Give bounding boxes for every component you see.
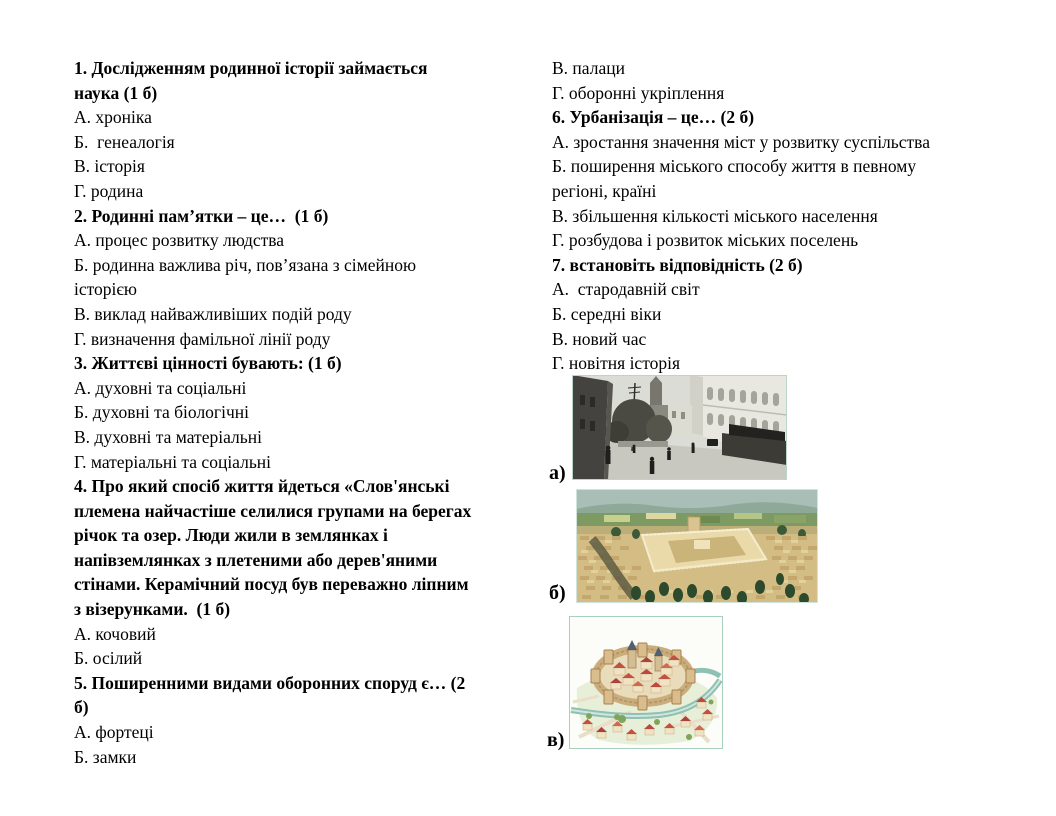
text-line: В. історія [74,156,145,177]
text-line: Г. оборонні укріплення [552,82,725,103]
text-line: Б. середні віки [552,303,662,324]
text-line: річок та озер. Люди жили в землянках і [74,525,388,546]
text-line: Г. родина [74,180,144,201]
figure-c-label: в) [547,729,565,751]
text-line: А. зростання значення міст у розвитку суспільства [552,131,930,152]
text-line: 5. Поширенними видами оборонних споруд є… (2 [74,672,466,693]
text-line: А. кочовий [74,623,156,644]
text-line: Б. замки [74,746,137,767]
text-line: Г. визначення фамільної лінії роду [74,328,331,349]
questions-column-left [74,56,529,769]
text-line: наука (1 б) [74,82,158,103]
text-line: Г. розбудова і розвиток міських поселень [552,230,859,251]
text-line: 3. Життєві цінності бувають: (1 б) [74,353,342,374]
text-line: А. хроніка [74,107,152,128]
text-line: А. фортеці [74,722,154,743]
medieval-town-illustration-image [569,616,723,749]
text-line: напівземлянках з плетеними або дерев'яними [74,549,438,570]
text-line: В. палаци [552,58,625,78]
text-line: В. новий час [552,328,647,349]
text-line: Б. духовні та біологічні [74,402,249,423]
text-line: регіоні, країні [552,180,657,201]
text-line: Б. поширення міського способу життя в певному [552,156,917,177]
text-line: 6. Урбанізація – це… (2 б) [552,107,755,128]
text-line: А. духовні та соціальні [74,377,247,398]
text-line: Б. генеалогія [74,131,175,152]
text-line: 4. Про який спосіб життя йдеться «Слов'янські [74,476,450,497]
text-line: В. виклад найважливіших подій роду [74,303,352,324]
text-line: б) [74,697,89,718]
text-line: В. збільшення кількості міського населення [552,205,878,226]
street-photo-image [572,375,787,480]
figure-b-label: б) [549,582,566,604]
text-line: 7. встановіть відповідність (2 б) [552,254,803,275]
text-line: племена найчастіше селилися групами на берегах [74,500,472,521]
text-line: 1. Дослідженням родинної історії займається [74,58,428,78]
ancient-city-aerial-image [576,489,818,603]
text-line: Г. новітня історія [552,353,681,374]
figure-a-label: а) [549,462,566,484]
text-line: з візерунками. (1 б) [74,599,231,620]
text-line: стінами. Керамічний посуд був переважно ліпним [74,574,469,595]
text-line: Г. матеріальні та соціальні [74,451,272,472]
text-line: В. духовні та матеріальні [74,426,262,447]
text-line: А. стародавній світ [552,279,700,300]
text-line: 2. Родинні пам’ятки – це… (1 б) [74,205,329,226]
text-line: Б. родинна важлива річ, пов’язана з сімейною [74,254,417,275]
text-line: Б. осілий [74,648,143,669]
questions-column-right [552,56,1022,376]
text-line: історією [74,279,137,300]
text-line: А. процес розвитку людства [74,230,285,251]
